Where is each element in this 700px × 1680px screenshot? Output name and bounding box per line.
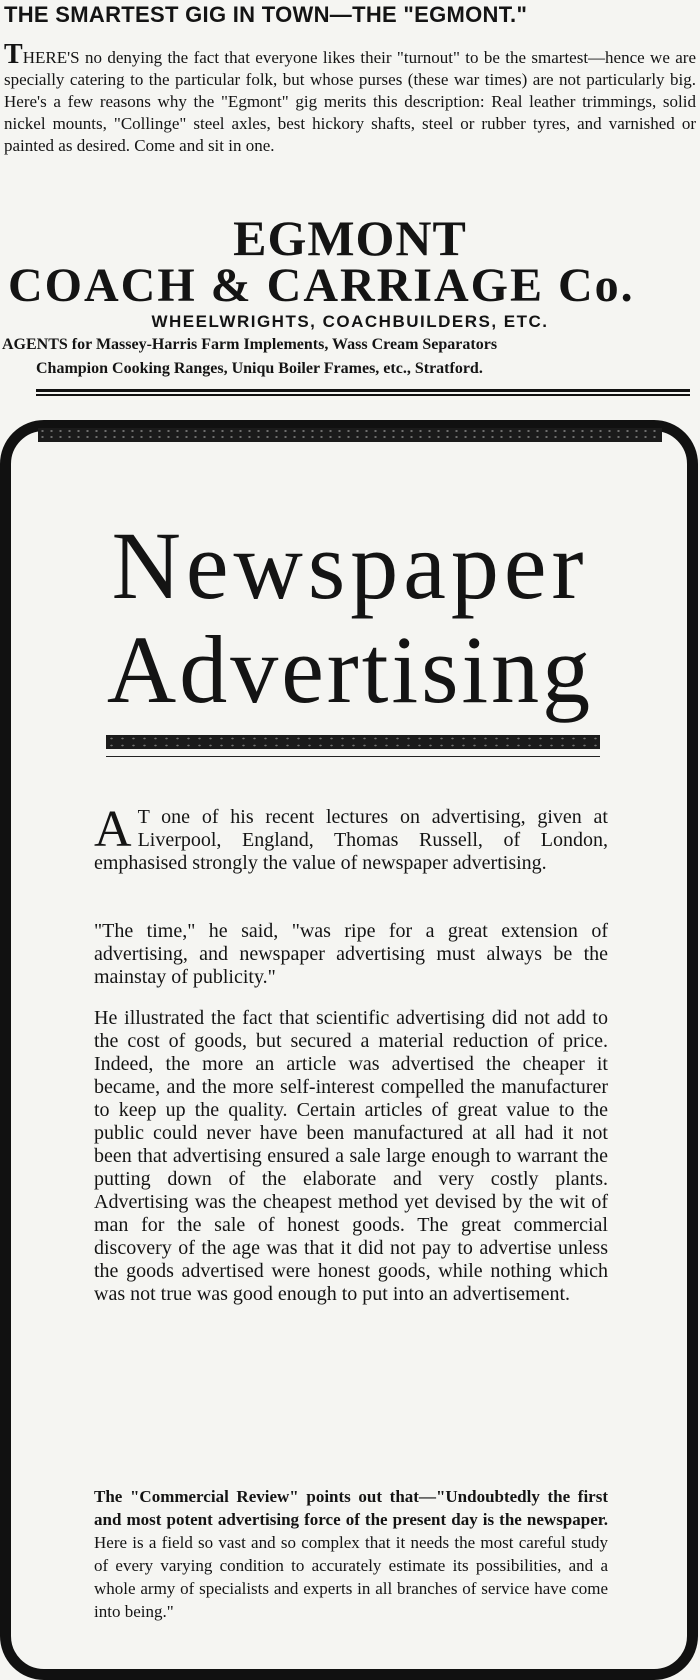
article-paragraph-1 — [94, 801, 608, 875]
paragraph-4-lead: The "Commercial Review" points out that—"Undoubtedly the first and most potent advertising force of the present day is the newspaper. — [94, 1487, 608, 1529]
agents-line2: Champion Cooking Ranges, Uniqu Boiler Frames, etc., Stratford. — [36, 360, 483, 377]
top-band-texture — [38, 428, 662, 442]
article-title-line2: Advertising — [106, 616, 594, 723]
section-divider-rule — [36, 389, 690, 396]
egmont-advertisement — [0, 0, 700, 410]
article-paragraph-2: "The time," he said, "was ripe for a great extension of advertising, and newspaper advertising must always be the mainstay of publicity." — [94, 920, 608, 988]
ad-dropcap: T — [4, 39, 23, 70]
paragraph-1-text: T one of his recent lectures on advertising, given at Liverpool, England, Thomas Russell, of London, emphasised strongly the value of newspaper advertising. — [94, 806, 608, 874]
article-paragraph-3: He illustrated the fact that scientific advertising did not add to the cost of goods, but secured a material reduction of price. Indeed, the more an article was advertised the cheaper it became, and the more self-interest compelled the manufacturer to keep up the quality. Certain articles of great value to the public could never have been manufactured at all had it not been that advertising ensured a sale large enough to warrant the putting down of the elaborate and very costly plants. Advertising was the cheapest method yet devised by the wit of man for the sale of honest goods. The great commercial discovery of the age was that it did not pay to advertise unless the goods advertised were honest goods, while nothing which was not true was good enough to put into an advertisement. — [94, 1007, 608, 1305]
article-dropcap: A — [94, 801, 132, 858]
ad-body-copy — [4, 39, 696, 157]
article-paragraph-4 — [94, 1485, 608, 1623]
ad-headline: THE SMARTEST GIG IN TOWN—THE "EGMONT." — [4, 2, 528, 27]
article-title-line1: Newspaper — [111, 512, 589, 619]
title-band-texture — [106, 735, 600, 749]
agents-line1: AGENTS for Massey-Harris Farm Implements, Wass Cream Separators — [2, 336, 498, 353]
firm-name-line2: COACH & CARRIAGE Co. — [8, 259, 635, 312]
firm-name-line1: EGMONT — [233, 210, 467, 266]
ad-body-text: HERE'S no denying the fact that everyone likes their "turnout" to be the smartest—hence we are specially catering to the particular folk, but whose purses (these war times) are not particularly big. Here's a few reasons why the "Egmont" gig merits this description: Real leather trimmings, solid nickel mounts, "Collinge" steel axles, best hickory shafts, steel or rubber tyres, and varnished or painted as desired. Come and sit in one. — [4, 48, 696, 155]
title-underline-rule — [106, 756, 600, 757]
paragraph-4-rest: Here is a field so vast and so complex that it needs the most careful study of every varying condition to accurately estimate its possibilities, and a whole army of specialists and experts in all branches of service have come into being." — [94, 1533, 608, 1621]
firm-trades: WHEELWRIGHTS, COACHBUILDERS, ETC. — [151, 312, 549, 331]
